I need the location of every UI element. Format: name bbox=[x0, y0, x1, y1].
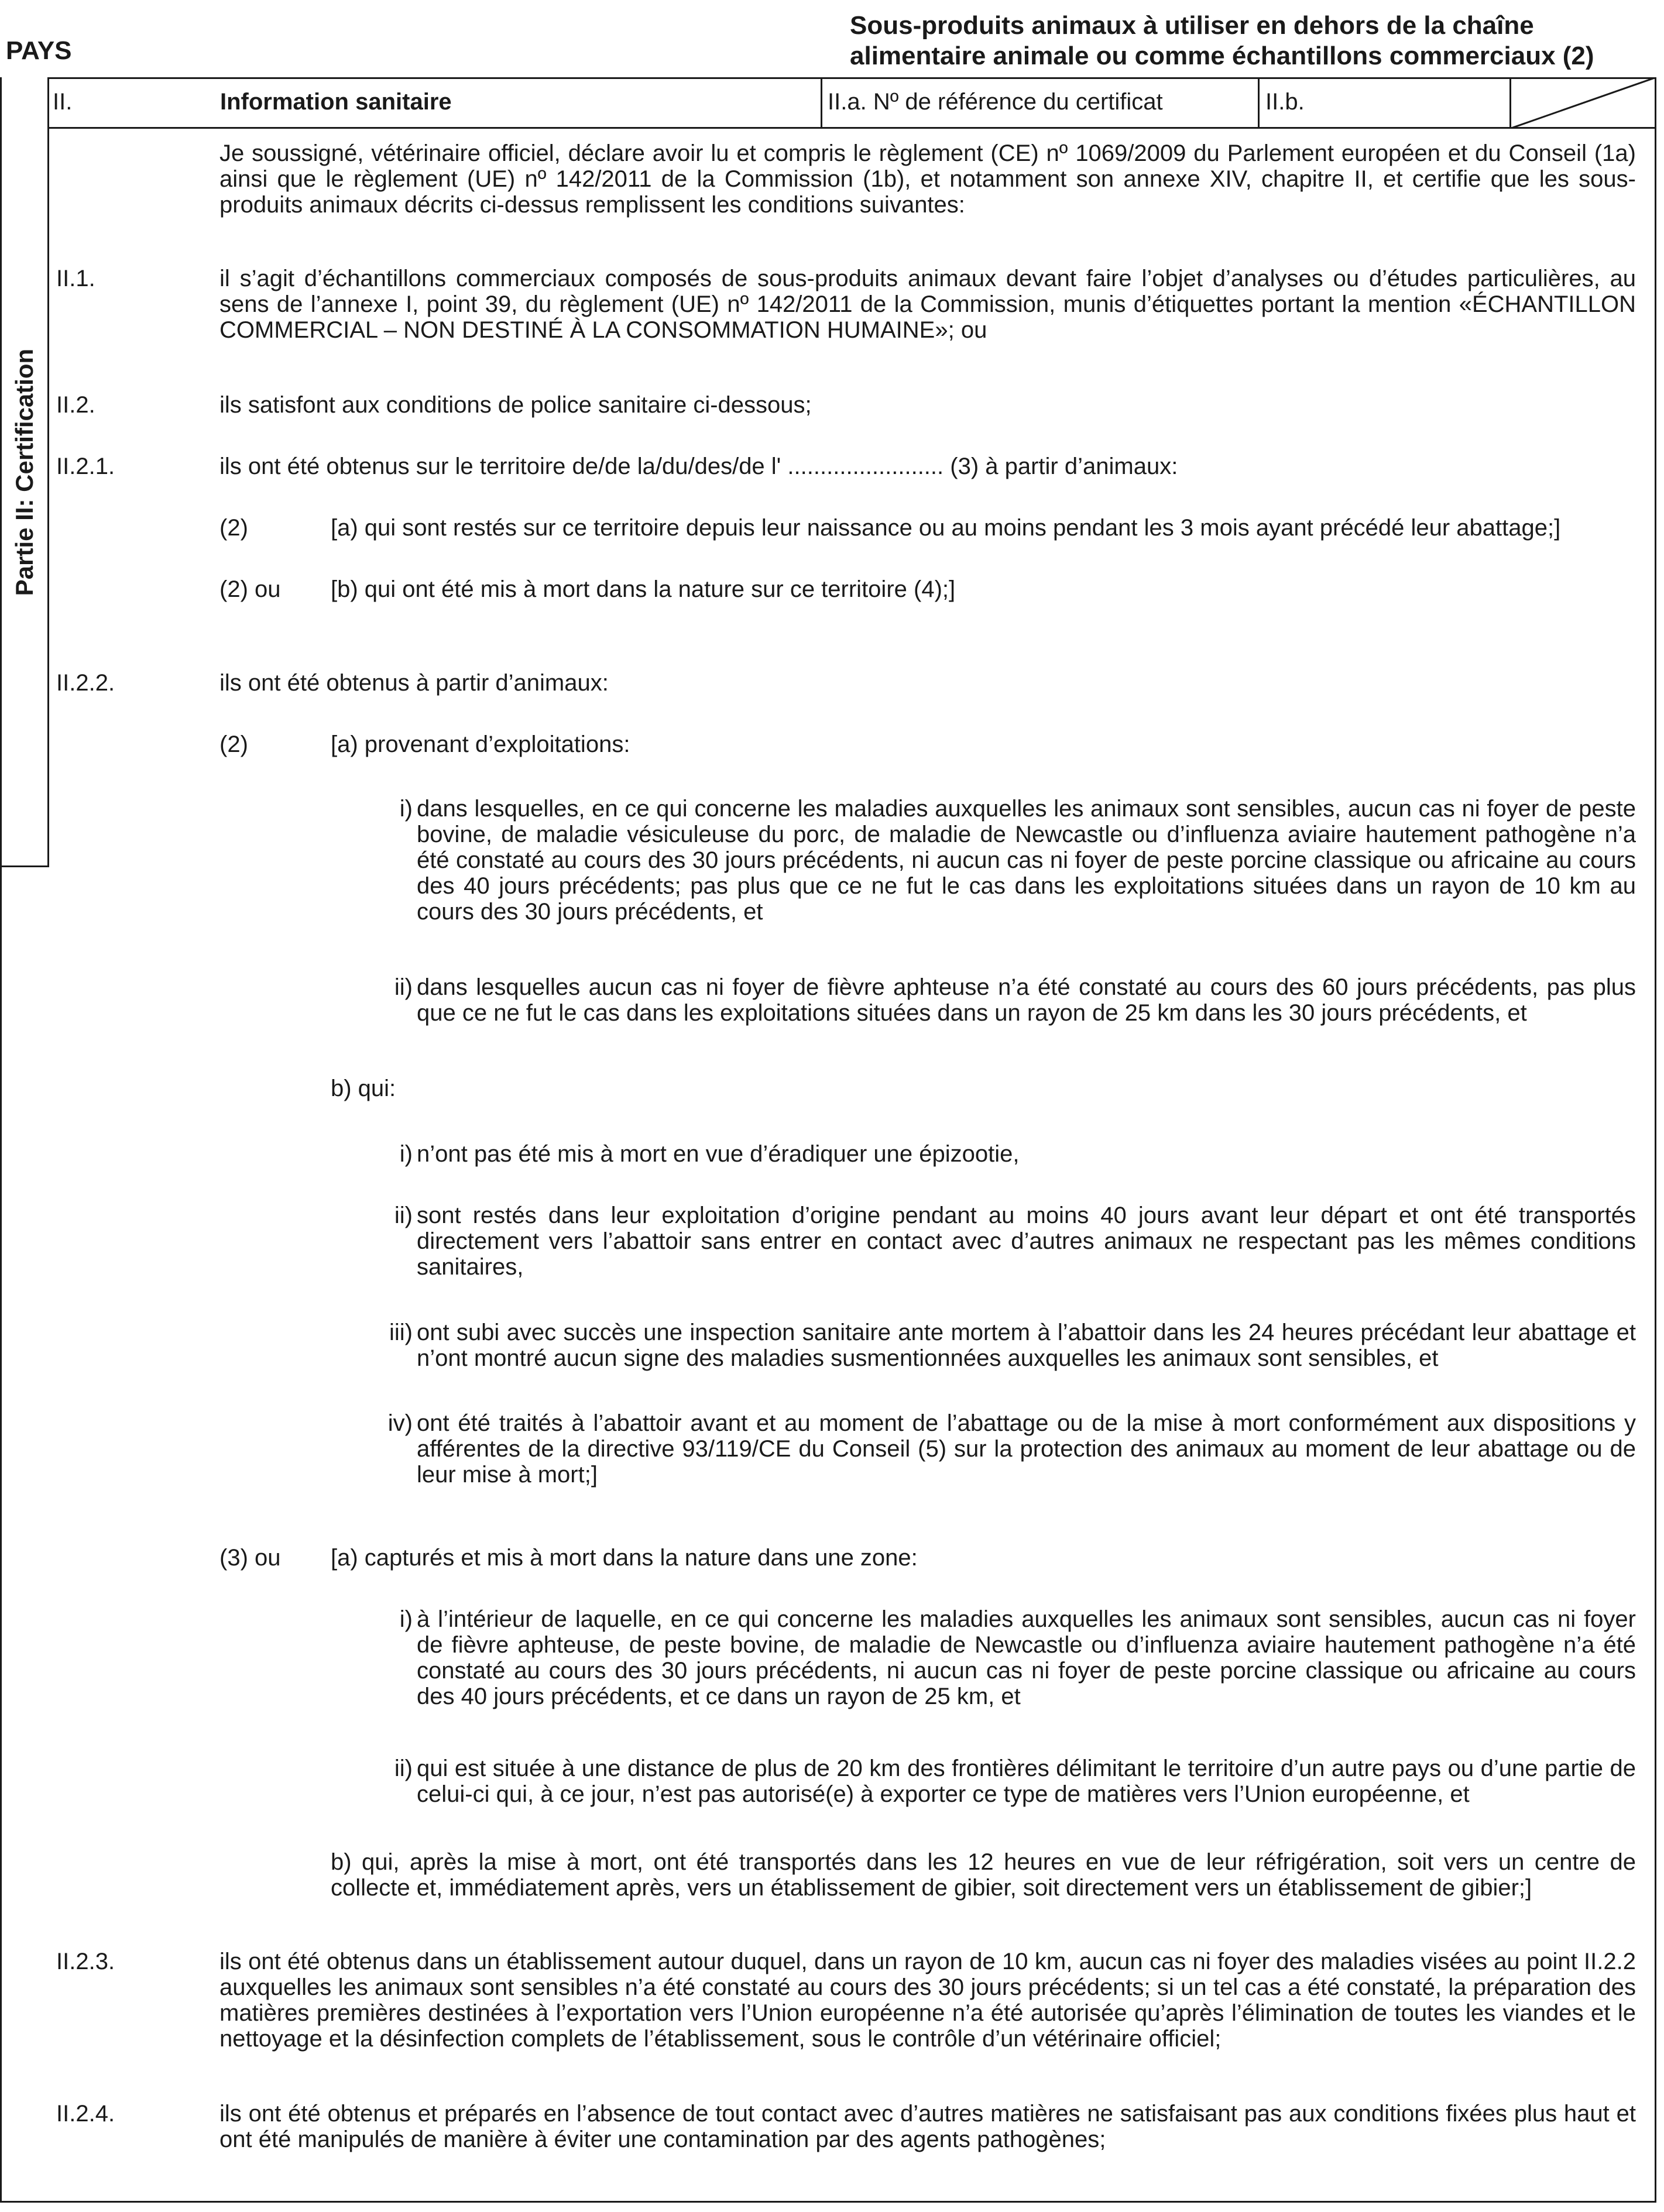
option-text: [a) qui sont restés sur ce territoire depuis leur naissance ou au moins pendant les 3 mois ayant précédé leur abattage;] bbox=[331, 515, 1561, 541]
item-label: II.2.3. bbox=[56, 1949, 115, 1974]
item-label: II.2.1. bbox=[56, 454, 115, 479]
subitem-text: dans lesquelles, en ce qui concerne les maladies auxquelles les animaux sont sensibles, aucun cas ni foyer de peste bovine, de maladie vésiculeuse du porc, de maladie de Newcastle ou d’influenza aviaire hautement pathogène n’a été constaté au cours des 30 jours précédents, ni aucun cas ni foyer de peste porcine classique ou africaine au cours des 40 jours précédents; pas plus que ce ne fut le cas dans les exploitations situées dans un rayon de 10 km au cours des 30 jours précédents, et bbox=[417, 796, 1636, 925]
subitem-label: i) bbox=[399, 796, 413, 822]
item-label: II.1. bbox=[56, 266, 95, 291]
item-text: ils ont été obtenus et préparés en l’absence de tout contact avec d’autres matières ne satisfaisant pas aux conditions fixées plus haut et ont été manipulés de manière à éviter une contamination par des agents pathogènes; bbox=[219, 2101, 1636, 2152]
section-header-row bbox=[49, 77, 1656, 129]
certificate-title: Sous-produits animaux à utiliser en dehors de la chaîne alimentaire animale ou comme échantillons commerciaux (2) bbox=[850, 11, 1594, 70]
intro-declaration: Je soussigné, vétérinaire officiel, déclare avoir lu et compris le règlement (CE) nº 1069/2009 du Parlement européen et du Conseil (1a) ainsi que le règlement (UE) nº 142/2011 de la Commission (1b), et notamment son annexe XIV, chapitre II, et certifie que les sous-produits animaux décrits ci-dessus remplissent les conditions suivantes: bbox=[219, 140, 1636, 218]
option-text: [a) provenant d’exploitations: bbox=[331, 731, 630, 757]
option-text: b) qui: bbox=[331, 1076, 396, 1101]
option-text: [b) qui ont été mis à mort dans la nature sur ce territoire (4);] bbox=[331, 576, 956, 602]
item-text: il s’agit d’échantillons commerciaux composés de sous-produits animaux devant faire l’objet d’analyses ou d’études particulières, au sens de l’annexe I, point 39, du règlement (UE) nº 142/2011 de la Commission, munis d’étiquettes portant la mention «ÉCHANTILLON COMMERCIAL – NON DESTINÉ À LA CONSOMMATION HUMAINE»; ou bbox=[219, 266, 1636, 343]
subitem-label: i) bbox=[399, 1141, 413, 1167]
iib-label: II.b. bbox=[1265, 89, 1305, 115]
item-text: ils ont été obtenus à partir d’animaux: bbox=[219, 670, 609, 696]
option-note: (2) bbox=[219, 515, 248, 541]
item-label: II.2.4. bbox=[56, 2101, 115, 2127]
item-label: II.2.2. bbox=[56, 670, 115, 696]
subitem-text: à l’intérieur de laquelle, en ce qui concerne les maladies auxquelles les animaux sont sensibles, aucun cas ni foyer de fièvre aphteuse, de peste bovine, de maladie de Newcastle ou d’influenza aviaire hautement pathogène n’a été constaté au cours des 30 jours précédents, ni aucun cas ni foyer de peste porcine classique ou africaine au cours des 40 jours précédents, et ce dans un rayon de 25 km, et bbox=[417, 1606, 1636, 1709]
sidebar-label: Partie II: Certification bbox=[11, 348, 38, 596]
country-label: PAYS bbox=[6, 36, 72, 65]
subitem-text: ont été traités à l’abattoir avant et au moment de l’abattage ou de la mise à mort conformément aux dispositions y afférentes de la directive 93/119/CE du Conseil (5) sur la protection des animaux au moment de leur abattage ou de leur mise à mort;] bbox=[417, 1410, 1636, 1488]
subitem-text: qui est située à une distance de plus de 20 km des frontières délimitant le territoire d’un autre pays ou d’une partie de celui-ci qui, à ce jour, n’est pas autorisé(e) à exporter ce type de matières vers l’Union européenne, et bbox=[417, 1756, 1636, 1807]
item-text: ils satisfont aux conditions de police sanitaire ci-dessous; bbox=[219, 392, 812, 418]
item-text: ils ont été obtenus dans un établissement autour duquel, dans un rayon de 10 km, aucun cas ni foyer des maladies visées au point II.2.2 auxquelles les animaux sont sensibles n’a été constaté au cours des 30 jours précédents; si un tel cas a été constaté, la préparation des matières premières destinées à l’exportation vers l’Union européenne n’a été autorisée qu’après l’élimination de toutes les viandes et le nettoyage et la désinfection complets de l’établissement, sous le contrôle d’un vétérinaire officiel; bbox=[219, 1949, 1636, 2052]
header-divider bbox=[821, 77, 822, 129]
subitem-text: ont subi avec succès une inspection sanitaire ante mortem à l’abattoir dans les 24 heures précédant leur abattage et n’ont montré aucun signe des maladies susmentionnées auxquelles les animaux sont sensibles, et bbox=[417, 1320, 1636, 1371]
option-note: (3) ou bbox=[219, 1545, 281, 1571]
subitem-label: ii) bbox=[394, 1203, 413, 1228]
diagonal-stroke bbox=[1509, 77, 1656, 129]
section-number: II. bbox=[53, 89, 73, 115]
subitem-text: dans lesquelles aucun cas ni foyer de fièvre aphteuse n’a été constaté au cours des 60 jours précédents, pas plus que ce ne fut le cas dans les exploitations situées dans un rayon de 25 km dans les 30 jours précédents, et bbox=[417, 974, 1636, 1026]
option-text: b) qui, après la mise à mort, ont été transportés dans les 12 heures en vue de leur réfrigération, soit vers un centre de collecte et, immédiatement après, vers un établissement de gibier, soit directement vers un établissement de gibier;] bbox=[331, 1849, 1636, 1901]
header-divider bbox=[1258, 77, 1260, 129]
subitem-label: iv) bbox=[387, 1410, 413, 1436]
item-text: ils ont été obtenus sur le territoire de/de la/du/des/de l' ........................ (3) à partir d’animaux: bbox=[219, 454, 1178, 479]
subitem-text: sont restés dans leur exploitation d’origine pendant au moins 40 jours avant leur départ et ont été transportés directement vers l’abattoir sans entrer en contact avec d’autres animaux ne respectant pas les mêmes conditions sanitaires, bbox=[417, 1203, 1636, 1280]
sidebar bbox=[0, 77, 49, 867]
option-note: (2) bbox=[219, 731, 248, 757]
subitem-label: ii) bbox=[394, 974, 413, 1000]
certificate-ref-label: II.a. Nº de référence du certificat bbox=[828, 89, 1163, 115]
subitem-text: n’ont pas été mis à mort en vue d’éradiquer une épizootie, bbox=[417, 1141, 1020, 1167]
subitem-label: i) bbox=[399, 1606, 413, 1632]
subitem-label: ii) bbox=[394, 1756, 413, 1781]
section-title: Information sanitaire bbox=[220, 89, 452, 115]
option-text: [a) capturés et mis à mort dans la nature dans une zone: bbox=[331, 1545, 918, 1571]
item-label: II.2. bbox=[56, 392, 95, 418]
subitem-label: iii) bbox=[389, 1320, 413, 1345]
option-note: (2) ou bbox=[219, 576, 281, 602]
